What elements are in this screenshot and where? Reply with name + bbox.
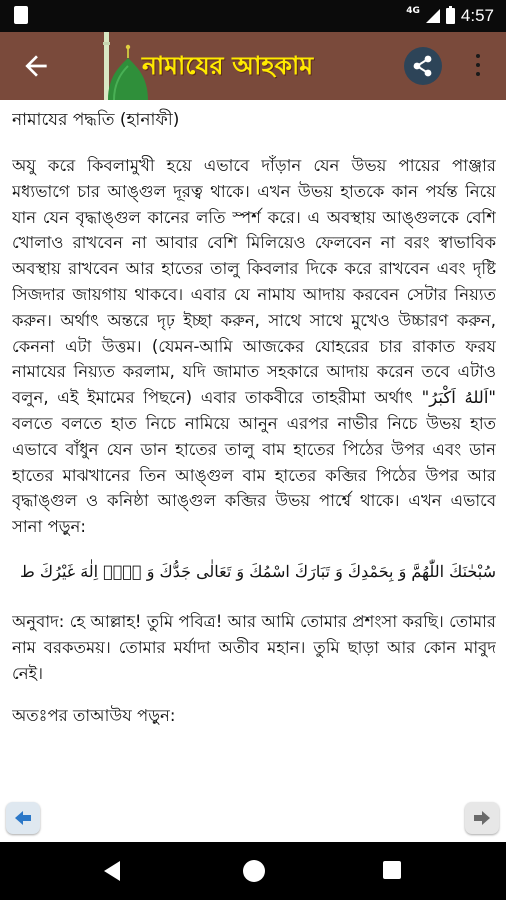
circle-home-icon[interactable]	[243, 860, 265, 882]
previous-page-button[interactable]	[6, 802, 40, 834]
article-content	[12, 108, 496, 842]
signal-icon	[426, 9, 440, 23]
more-vert-icon[interactable]	[472, 54, 484, 80]
share-icon	[404, 47, 442, 85]
status-bar	[0, 0, 506, 32]
arabic-sana-text: سُبْحٰنَكَ اللّٰهُمَّ وَ بِحَمْدِكَ وَ تَبَارَكَ اسْمُكَ وَ تَعَالٰى جَدُّكَ وَ لَاۤ اِلٰهَ غَيْرُكَ ط	[20, 561, 496, 581]
network-type: 4G	[406, 6, 420, 16]
share-button[interactable]	[404, 47, 442, 85]
app-bar	[0, 32, 506, 100]
status-time: 4:57	[460, 6, 494, 25]
triangle-back-icon[interactable]	[100, 858, 126, 884]
battery-icon	[446, 8, 455, 24]
next-section-line: অতঃপর তাআউয পড়ুন:	[12, 706, 176, 726]
translation-paragraph: অনুবাদ: হে আল্লাহ! তুমি পবিত্র! আর আমি তোমার প্রশংসা করছি। তোমার নাম বরকতময়। তোমার মর্যাদা অতীব মহান। তুমি ছাড়া আর কোন মাবুদ নেই।	[12, 611, 496, 683]
sd-card-icon	[14, 6, 28, 26]
back-arrow-svg	[20, 50, 52, 82]
article-heading: নামাযের পদ্ধতি (হানাফী)	[12, 110, 180, 130]
article-paragraph: অযু করে কিবলামুখী হয়ে এভাবে দাঁড়ান যেন উভয় পায়ের পাঞ্জার মধ্যভাগে চার আঙ্গুল দূরত্ব থাকে। এখন উভয় হাতকে কান পর্যন্ত নিয়ে যান যেন বৃদ্ধাঙ্গুল কানের লতি স্পর্শ করে। এ অবস্থায় আঙ্গুলকে বেশি খোলাও রাখবেন না আবার বেশি মিলিয়েও ফেলবেন না বরং স্বাভাবিক অবস্থায় রাখবেন আর হাতের তালু কিবলার দিকে করে রাখবেন এবং দৃষ্টি সিজদার জায়গায় থাকবে। এবার যে নামায আদায় করবেন সেটার নিয়্যত করুন। অর্থাৎ অন্তরে দৃঢ় ইচ্ছা করুন, সাথে সাথে মুখেও উচ্চারণ করুন, কেননা এটা উত্তম। (যেমন-আমি আজকের যোহরের চার রাকাত ফরয নামাযের নিয়্যত করলাম, যদি জামাত সহকারে আদায় করেন তবে এটাও বলুন, এই ইমামের পিছনে) এবার তাকবীরে তাহরীমা অর্থাৎ "اَللهُ اَكْبَرُ" বলতে বলতে হাত নিচে নামিয়ে আনুন এরপর নাভীর নিচে উভয় হাত এভাবে বাঁধুন যেন ডান হাতের তালু বাম হাতের পিঠের উপর এবং ডান হাতের মাঝখানের তিন আঙ্গুল বাম হাতের কব্জির পিঠের উপর আর বৃদ্ধাঙ্গুল ও কনিষ্ঠা আঙ্গুল কব্জির উভয় পার্শ্বে থাকে। এখন এভাবে সানা পড়ুন:	[12, 156, 496, 537]
page-title: নামাযের আহকাম	[142, 51, 314, 80]
arrow-right-icon	[465, 802, 499, 834]
arrow-left-icon	[6, 802, 40, 834]
mosque-dome-icon	[86, 32, 148, 100]
arrow-left-icon[interactable]	[20, 50, 52, 82]
status-icons	[406, 4, 494, 28]
square-recents-icon[interactable]	[383, 861, 401, 879]
next-page-button[interactable]	[465, 802, 499, 834]
system-navigation-bar	[0, 842, 506, 900]
